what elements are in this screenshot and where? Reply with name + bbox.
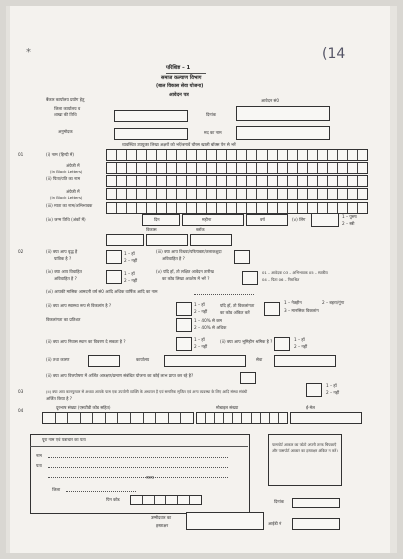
- question-c-field[interactable]: [106, 270, 122, 284]
- father-name-boxes[interactable]: [106, 175, 368, 187]
- question-h-yes: 1 – हॉ: [194, 337, 205, 342]
- dob-label: (iv) जन्म तिथि (अंकों में): [46, 217, 86, 222]
- gender-option-male: 1 – पुरुष: [342, 214, 357, 219]
- district-field[interactable]: [106, 234, 144, 246]
- question-h-field[interactable]: [176, 337, 192, 351]
- section-1-number: 01: [18, 152, 24, 157]
- address-line-2[interactable]: [48, 477, 228, 478]
- block-letters-note: (In Block Letters): [50, 169, 83, 174]
- name-hindi-boxes[interactable]: [106, 149, 368, 161]
- question-f: (ii) क्या आप स्वास्थ्य रूप से विकलांग है ?: [46, 303, 112, 308]
- received-label: अनुमोदक: [58, 129, 73, 134]
- question-f-2: यदि हॉ, तो विकलांगता: [220, 303, 255, 308]
- handwritten-page-number: (14: [322, 46, 346, 62]
- appendix-underline: [166, 73, 206, 74]
- question-b: (iii) क्या आप विधवा/परित्यक्ता/तलाकशुदा: [156, 249, 222, 254]
- question-j: (ii) तथा कारण: [46, 357, 70, 362]
- question-j-field-2[interactable]: [164, 355, 246, 367]
- district-field-2[interactable]: [146, 234, 188, 246]
- amount-label: मद का नाम: [204, 130, 222, 135]
- instruction-text: व्यवस्थित उपयुक्त लिखा अक्षरों को भरें/बनावें चौरस खाली बॉक्स पेन से भरें: [122, 142, 236, 147]
- question-j-2: कार्यालय: [136, 357, 150, 362]
- address-name-line[interactable]: [48, 457, 228, 458]
- dob-day-field[interactable]: [142, 214, 180, 226]
- date-label: दिनांक: [206, 112, 216, 117]
- dob-day-label: दिन: [154, 217, 160, 222]
- relation-codes-1: 01 – आवेदक 03 – अभिभावक 05 – स्वकीय: [262, 270, 328, 275]
- question-h: (ii) क्या आप निवास स्थान का विवरण दे सकता है ?: [46, 339, 126, 344]
- district-label: विकास: [146, 227, 157, 232]
- phone-label: दूरभाष संख्या (एसटीडी कोड सहित): [56, 405, 111, 410]
- question-l-yes: 1 – हॉ: [326, 383, 337, 388]
- question-c-yes: 1 – हॉ: [124, 271, 135, 276]
- handwritten-mark: ⁎: [26, 44, 31, 55]
- bank-use-title: बैंकार कार्यालय प्रयोग हेतु: [46, 97, 85, 102]
- form-title: आवेदन पत्र: [169, 93, 189, 98]
- disability-code-1: 1 – नेत्रहीन: [284, 300, 302, 305]
- mobile-boxes[interactable]: [196, 412, 288, 424]
- question-j-field-1[interactable]: [88, 355, 120, 367]
- question-a-2: पात्रिक है ?: [54, 256, 72, 261]
- address-district-line[interactable]: [66, 491, 136, 492]
- disability-code-field[interactable]: [264, 302, 280, 316]
- section-2-number: 02: [18, 249, 24, 254]
- mobile-label: मोबाइल संख्या: [216, 405, 239, 410]
- dob-month-label: महीना: [202, 217, 212, 222]
- branch-label-2: शाखा की तिथि: [54, 112, 77, 117]
- gender-field[interactable]: [311, 213, 339, 227]
- question-e: (vi) आपकी मासिक आमदनी वर्ष सं0 आदि अधिक वार्षिक आदि का नाम: [46, 289, 158, 294]
- name-hindi-label: (i) नाम (हिन्दी में): [46, 152, 75, 157]
- question-g: विकलांगता का प्रतिशत: [46, 317, 81, 322]
- address-title-divider: [30, 446, 248, 447]
- question-f-no: 2 – नहीं: [194, 309, 208, 314]
- question-e-line: [194, 294, 254, 295]
- email-field[interactable]: [290, 412, 362, 424]
- name-english-boxes[interactable]: [106, 162, 368, 174]
- question-g-field[interactable]: [176, 318, 192, 332]
- scanned-form-page: [6, 6, 397, 553]
- question-a: (ii) क्या आप वृद्ध है: [46, 249, 78, 254]
- question-a-field[interactable]: [106, 250, 122, 264]
- father-english-boxes[interactable]: [106, 188, 368, 200]
- question-i-field[interactable]: [274, 337, 290, 351]
- dob-year-label: वर्ष: [260, 217, 265, 222]
- question-k-field[interactable]: [240, 372, 256, 384]
- signature-date-field[interactable]: [292, 498, 340, 508]
- applicant-no-field[interactable]: [236, 106, 330, 121]
- question-i: (ii) क्या आप भूमिहीन श्रमिक है ?: [220, 339, 273, 344]
- amount-field[interactable]: [236, 126, 330, 140]
- question-c: (iv) क्या आप विवाहित: [46, 269, 82, 274]
- question-d-field[interactable]: [242, 271, 258, 285]
- phone-boxes[interactable]: [42, 412, 194, 424]
- percentage-option-2: 2 – 40% से अधिक: [194, 325, 227, 330]
- question-b-field[interactable]: [234, 250, 250, 264]
- gender-option-female: 2 – स्त्री: [342, 221, 355, 226]
- name-english-label: अंग्रेजी में: [66, 163, 80, 168]
- question-l: (ii) क्या आप कानपुरवार से अथवा आपके पास एक उपयोगी व्यक्ति के अध्ययन है एवं समारिक सृजित एवं अन्य व्यवस्था के लिए आदि संस्था संबंधी: [46, 389, 248, 394]
- question-j-3: सेवा: [256, 357, 263, 362]
- question-h-no: 2 – नहीं: [194, 344, 208, 349]
- address-name-label: नाम: [36, 453, 42, 458]
- pin-code-boxes[interactable]: [130, 495, 202, 505]
- question-d-2: का कोड लिखा अवशेष में भरें ?: [162, 276, 210, 281]
- disability-code-3: 3 – मानसिक विकलांग: [284, 308, 319, 313]
- section-4-number: 04: [18, 408, 24, 413]
- question-a-no: 2 – नहीं: [124, 258, 138, 263]
- branch-label: जिला कार्यालय व: [54, 106, 81, 111]
- block-letters-note-2: (In Block Letters): [50, 195, 83, 200]
- father-name-label: (ii) पिता/पति का नाम: [46, 176, 80, 181]
- signature-label: हस्ताक्षर: [156, 523, 169, 528]
- percentage-option-1: 1 – 40% से कम: [194, 318, 222, 323]
- branch-field[interactable]: [114, 110, 188, 122]
- received-field[interactable]: [114, 128, 188, 140]
- address-label: पता: [36, 463, 42, 468]
- page-edge-right: [390, 6, 397, 553]
- disability-code-2: 2 – बहरा/गूंगा: [322, 300, 345, 305]
- address-title: पूरा नाम एवं पत्राचार का पता: [42, 437, 86, 442]
- mother-name-label: (iii) माता का नाम/अभिभावक: [46, 203, 93, 208]
- question-d: (v) यदि हॉ, तो लक्षित आवेदन तारीख: [156, 269, 214, 274]
- question-f-field[interactable]: [176, 302, 192, 316]
- department-title: समाज कल्याण विभाग: [161, 75, 202, 81]
- signature-field[interactable]: [186, 512, 264, 530]
- applicant-label: उम्मीदवार का: [151, 515, 172, 520]
- id-number-field[interactable]: [292, 518, 340, 530]
- question-f-yes: 1 – हॉ: [194, 302, 205, 307]
- question-l-2: अर्जित किया है ?: [46, 396, 73, 401]
- father-english-label: अंग्रेजी में: [66, 189, 80, 194]
- signature-date-label: दिनांक: [274, 499, 284, 504]
- section-3-number: 03: [18, 389, 24, 394]
- question-b-2: अविवाहित है ?: [162, 256, 185, 261]
- applicant-no-label: आवेदन सं0: [261, 98, 279, 103]
- question-c-no: 2 – नहीं: [124, 278, 138, 283]
- gender-label: (v) लिंग: [292, 217, 306, 222]
- question-f-3: का कोड अंकित करें: [220, 310, 250, 315]
- question-c-2: अविवाहित है ?: [54, 276, 77, 281]
- id-number-label: आईडी नं: [268, 521, 282, 526]
- question-k: (ii) क्या आप वित्तपोषण में अर्जित आरक्षण/प्रमाण संबंधित योजना का कोई लाभ प्राप्त कर रहे है?: [46, 373, 194, 378]
- block-field[interactable]: [190, 234, 232, 246]
- relation-codes-2: 04 – पिता 06 – निराश्रित: [262, 277, 300, 282]
- address-state-label: राज्य: [146, 475, 154, 480]
- block-label: ब्लॉक: [196, 227, 205, 232]
- dob-year-field[interactable]: [246, 214, 288, 226]
- address-district-label: जिला: [52, 487, 61, 492]
- email-label: ई-मेल: [306, 405, 315, 410]
- question-l-no: 2 – नहीं: [326, 390, 340, 395]
- photo-instruction: पासपोर्ट आकार का फोटो अपनी तरफ चिपकाएँ और पासपोर्ट आकार का हस्ताक्षर अंकित न करें।: [272, 442, 338, 454]
- question-i-yes: 1 – हॉ: [294, 337, 305, 342]
- question-l-field[interactable]: [306, 383, 322, 397]
- page-edge: [6, 6, 10, 553]
- dob-month-field[interactable]: [182, 214, 244, 226]
- question-i-no: 2 – नहीं: [294, 344, 308, 349]
- scheme-title: (बाल विकास सेवा योजना): [156, 84, 204, 89]
- address-pin-label: पिन कोड: [106, 497, 120, 502]
- appendix-title: परिशिष्ट – 1: [166, 65, 191, 71]
- question-a-yes: 1 – हॉ: [124, 251, 135, 256]
- question-j-field-3[interactable]: [274, 355, 336, 367]
- address-line-1[interactable]: [48, 467, 228, 468]
